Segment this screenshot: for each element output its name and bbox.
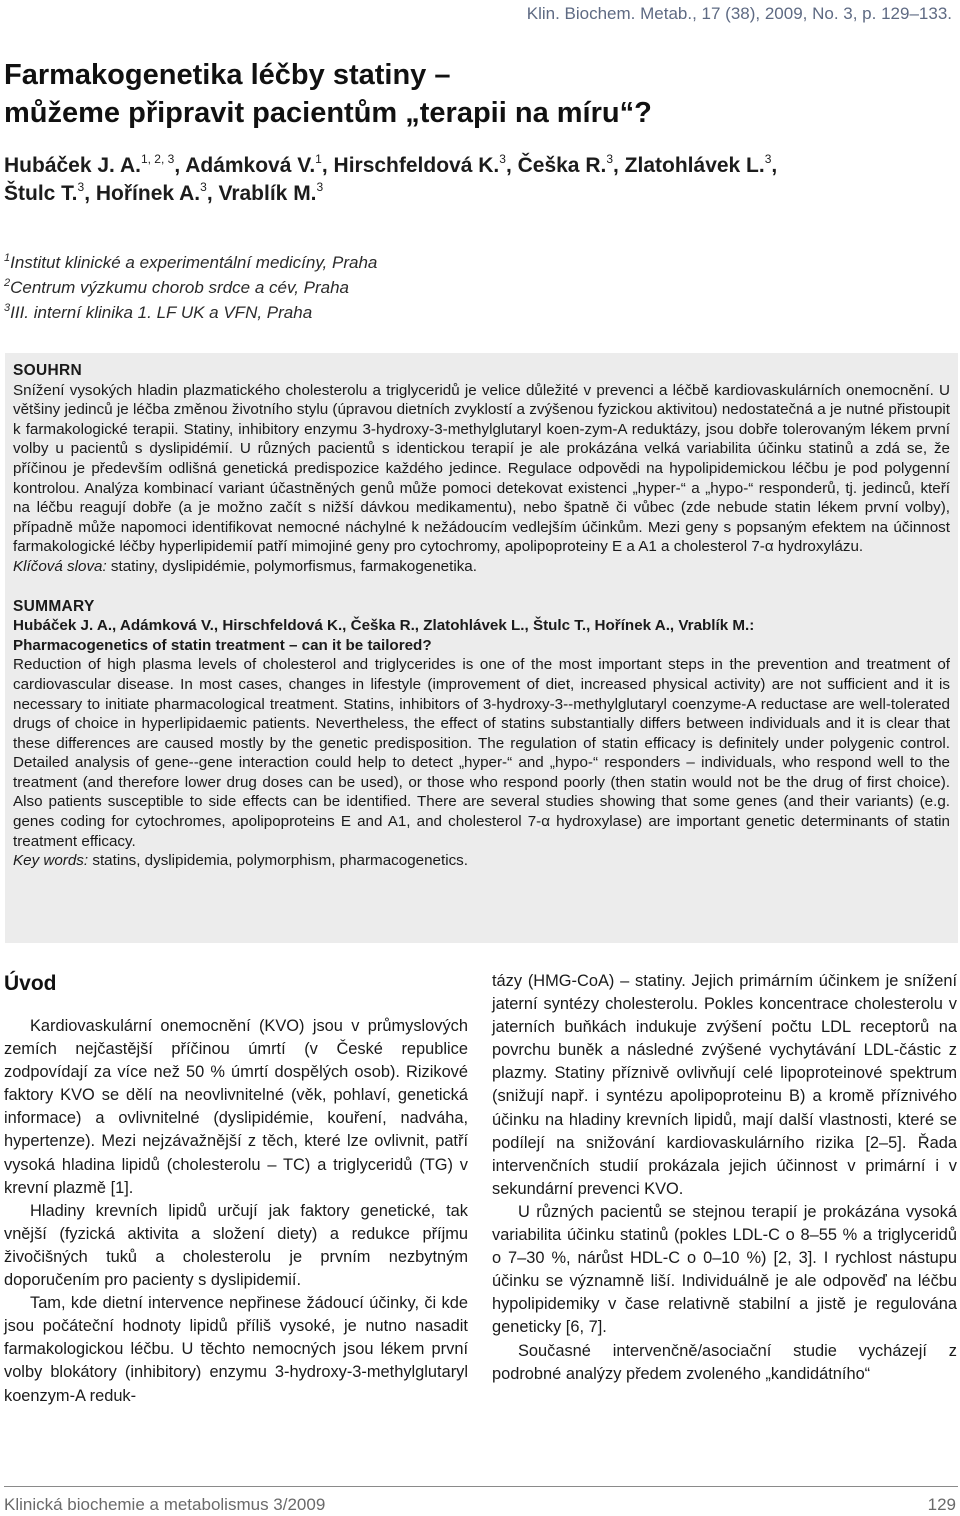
body-paragraph: Kardiovaskulární onemocnění (KVO) jsou v průmyslových zemích nejčastější příčinou úmrtí (v České republice zodpovídají za více než 50 % úmrtí dospělých osob). Rizikové faktory KVO se dělí na neovlivnitelné (věk, pohlaví, genetická informace) a ovlivnitelné (dyslipidémie, kouření, nadváha, hypertenze). Mezi nejzávažnější z těch, které lze ovlivnit, patří vysoká hladina lipidů (cholesterolu – TC) a triglyceridů (TG) v krevní plazmě [1].	[4, 1017, 468, 1197]
author-line-2	[4, 180, 944, 208]
affiliation-item	[4, 300, 704, 325]
page-number: 129	[927, 1495, 956, 1514]
souhrn-text: Snížení vysokých hladin plazmatického cholesterolu a triglyceridů je velice důležité v prevenci a léčbě kardiovaskulárních onemocnění. U většiny jedinců je léčba změnou životního stylu (úpravou dietních zvyklostí a zvýšenou fyzickou aktivitou) nedostatečná a je nutné přistoupit k farmakologické terapii. Statiny, inhibitory enzymu 3-hydroxy-3-methylglutaryl koen-zym-A reduktázy, jsou dobře tolerovaným lékem první volby u pacientů s dyslipidémií. U různých pacientů s identickou terapií je ale prokázána velká variabilita účinku statinů a zdá se, že příčinou je především odlišná genetická predispozice každého jedince. Regulace odpovědi na hypolipidemickou léčbu je pod polygenní kontrolou. Analýza kombinací variant účastněných genů může pomoci detekovat existenci „hyper-“ a „hypo-“ responderů, tj. jedinců, kteří na léčbu reagují dobře (a je možno začít s nižší dávkou medikamentu), nebo špatně či vůbec (zde nebude statin lékem první volby), případně může napomoci identifikovat nemocné náchylné k nežádoucím vedlejším účinkům. Mezi geny s popsaným efektem na účinnost farmakologické léčby hyperlipidemií patří mimojiné geny pro cytochromy, apolipoproteiny E a A1 a cholesterol 7-α hydroxylázu.	[13, 381, 950, 556]
souhrn-keywords	[13, 557, 950, 577]
body-paragraph: U různých pacientů se stejnou terapií je prokázána vysoká variabilita účinku statinů (pokles LDL-C o 8–55 % a triglyceridů o 7–30 %, nárůst HDL-C o 0–10 %) [2, 3]. I rychlost nástupu účinku se významně liší. Individuálně je ale odpověď na léčbu hypolipidemiky v čase relativně stabilní a jistě je regulována geneticky [6, 7].	[492, 1202, 957, 1337]
author-name: Hubáček J. A.	[4, 154, 141, 177]
article-title	[4, 56, 944, 132]
summary-authors: Hubáček J. A., Adámková V., Hirschfeldová K., Češka R., Zlatohlávek L., Štulc T., Hořínek A., Vrablík M.:	[13, 617, 755, 635]
body-column-right	[492, 970, 957, 1386]
body-column-left	[4, 1015, 468, 1408]
abstract-box	[5, 353, 958, 943]
summary-heading: SUMMARY	[13, 597, 95, 615]
affiliation-ref: 3	[200, 180, 207, 194]
author-line-1	[4, 152, 944, 180]
affiliation-ref: 3	[764, 152, 772, 166]
author-name: , Hirschfeldová K.	[321, 154, 500, 177]
keywords-text: statins, dyslipidemia, polymorphism, pharmacogenetics.	[88, 852, 468, 870]
affiliation-number: 1	[4, 252, 11, 264]
journal-reference: Klin. Biochem. Metab., 17 (38), 2009, No. 3, p. 129–133.	[526, 4, 952, 23]
author-name: , Češka R.	[505, 154, 607, 177]
souhrn-heading: SOUHRN	[13, 362, 82, 379]
author-name: Štulc T.	[4, 182, 78, 205]
intro-heading: Úvod	[4, 972, 57, 995]
summary-keywords	[13, 851, 950, 871]
author-list	[4, 152, 944, 208]
affiliation-text: Institut klinické a experimentální medicíny, Praha	[10, 253, 378, 272]
footer-journal: Klinická biochemie a metabolismus 3/2009	[4, 1495, 326, 1514]
footer-divider	[4, 1486, 958, 1487]
affiliation-text: Centrum výzkumu chorob srdce a cév, Praha	[10, 278, 350, 297]
affiliation-ref: 1	[315, 152, 322, 166]
author-separator: ,	[771, 154, 778, 177]
affiliation-ref: 3	[77, 180, 85, 194]
author-name: , Adámková V.	[174, 154, 316, 177]
affiliation-item	[4, 250, 704, 275]
keywords-text: statiny, dyslipidémie, polymorfismus, farmakogenetika.	[106, 557, 477, 575]
summary-text: Reduction of high plasma levels of cholesterol and triglycerides is one of the most important steps in the prevention and treatment of cardiovascular disease. In most cases, changes in lifestyle (improvement of diet, increased physical activity) are not sufficient and it is necessary to initiate pharmacological treatment. Statins, inhibitors of 3-hydroxy-3--methylglutaryl coenzyme-A reductase are well-tolerated drugs of choice in hyperlipidaemic patients. Nevertheless, the effect of statins substantially differs between individuals and it is clear that these differences are caused mostly by the genetic predisposition. The regulation of statin efficacy is definitely under polygenic control. Detailed analysis of gene--gene interaction could help to detect „hyper-“ and „hypo-“ responders – individuals, who respond well to the treatment (and therefore lower drug doses can be used), or those who respond poorly (then statin would not be the drug of first choice). Also patients susceptible to side effects can be identified. There are several studies showing that some genes (and their variants) (e.g. genes coding for cytochromes, apolipoproteins E and A1, and cholesterol 7-α hydroxylase) are important genetic determinants of statin treatment efficacy.	[13, 656, 950, 850]
affiliation-ref: 3	[606, 152, 614, 166]
affiliation-text: III. interní klinika 1. LF UK a VFN, Praha	[10, 303, 313, 322]
summary-title: Pharmacogenetics of statin treatment – can it be tailored?	[13, 636, 432, 654]
author-name: , Vrablík M.	[206, 182, 317, 205]
keywords-label: Klíčová slova:	[13, 557, 107, 575]
affiliation-number: 2	[4, 277, 11, 289]
body-paragraph: Hladiny krevních lipidů určují jak faktory genetické, tak vnější (fyzická aktivita a složení diety) a redukce příjmu živočišných tuků a cholesterolu je prvním nezbytným doporučením pro pacienty s dyslipidemií.	[4, 1201, 468, 1290]
affiliation-ref: 3	[499, 152, 506, 166]
title-line-2: můžeme připravit pacientům „terapii na míru“?	[4, 97, 652, 129]
affiliation-ref: 1, 2, 3	[140, 152, 175, 166]
body-paragraph: Současné intervenčně/asociační studie vycházejí z podrobné analýzy předem zvoleného „kandidátního“	[492, 1341, 957, 1383]
affiliation-ref: 3	[316, 180, 324, 194]
body-paragraph: tázy (HMG-CoA) – statiny. Jejich primárním účinkem je snížení jaterní syntézy cholesterolu. Pokles koncentrace cholesterolu v jaterních buňkách indukuje zvýšení počtu LDL receptorů na povrchu buněk a následné zvýšené vychytávání LDL-částic z plazmy. Statiny příznivě ovlivňují celé lipoproteinové spektrum (snižují např. i syntézu apolipoproteinu B) a kromě příznivého účinku na hladiny krevních lipidů, mají další vlastnosti, které se podílejí na snižování kardiovaskulárního rizika [2–5]. Řada intervenčních studií prokázala jejich účinnost v primární i v sekundární prevenci KVO.	[492, 972, 957, 1198]
title-line-1: Farmakogenetika léčby statiny –	[4, 59, 451, 91]
author-name: , Hořínek A.	[84, 182, 201, 205]
affiliation-item	[4, 275, 704, 300]
author-name: , Zlatohlávek L.	[613, 154, 765, 177]
body-paragraph: Tam, kde dietní intervence nepřinese žádoucí účinky, či kde jsou počáteční hodnoty lipidů příliš vysoké, je nutno nasadit farmakologickou léčbu. U těchto nemocných jsou lékem první volby blokátory (inhibitory) enzymu 3-hydroxy-3-methylglutaryl koenzym-A reduk-	[4, 1294, 468, 1405]
affiliation-list	[4, 250, 704, 325]
affiliation-number: 3	[4, 302, 11, 314]
keywords-label: Key words:	[13, 852, 89, 870]
